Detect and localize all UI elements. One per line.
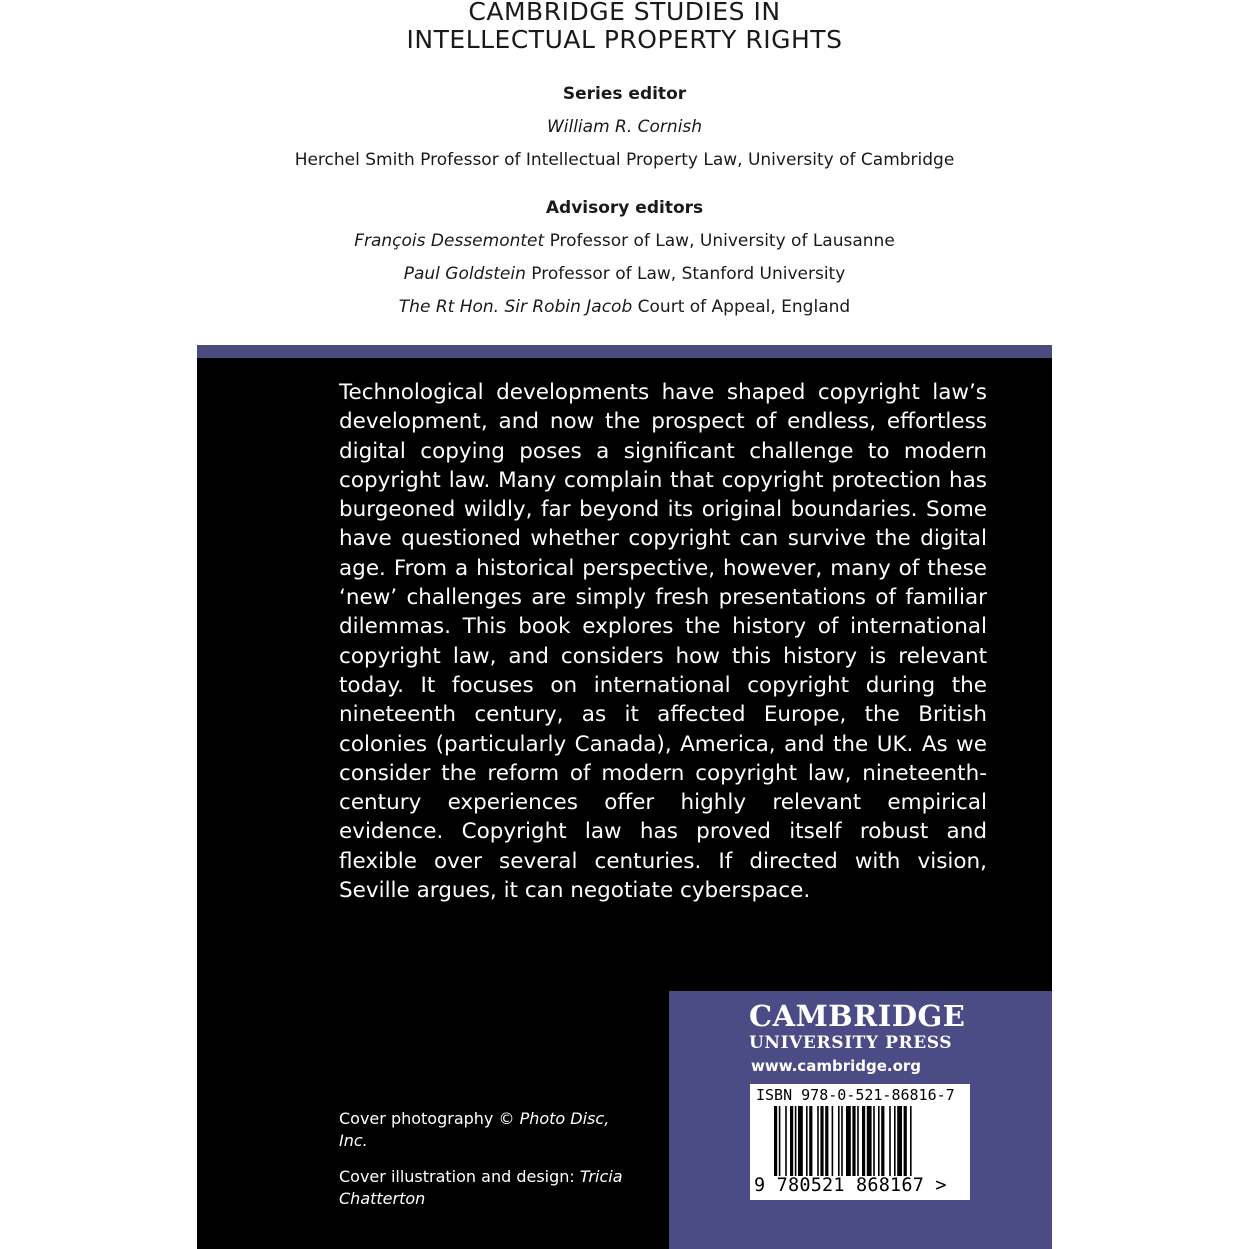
advisory-role: Professor of Law, Stanford University bbox=[525, 264, 846, 284]
barcode-bar bbox=[852, 1106, 855, 1176]
barcode-bar bbox=[897, 1106, 902, 1176]
advisory-name: François Dessemontet bbox=[354, 231, 545, 251]
divider-band bbox=[197, 345, 1052, 358]
barcode-bar bbox=[779, 1106, 781, 1176]
advisory-role: Professor of Law, University of Lausanne bbox=[544, 231, 895, 251]
series-title-line2: INTELLECTUAL PROPERTY RIGHTS bbox=[406, 25, 843, 54]
barcode-bar bbox=[798, 1106, 803, 1176]
isbn-label: ISBN 978-0-521-86816-7 bbox=[756, 1086, 955, 1104]
barcode-bar bbox=[862, 1106, 865, 1176]
barcode-bar bbox=[841, 1106, 843, 1176]
barcode-bar bbox=[795, 1106, 797, 1176]
barcode-bar bbox=[817, 1106, 819, 1176]
barcode-bar bbox=[806, 1106, 808, 1176]
advisory-editor-2 bbox=[197, 258, 1052, 291]
barcode-bar bbox=[881, 1106, 884, 1176]
publisher-sub: UNIVERSITY PRESS bbox=[749, 1033, 953, 1053]
barcode-bar bbox=[894, 1106, 896, 1176]
barcode-bar bbox=[832, 1106, 834, 1176]
design-credit-label: Cover illustration and design: bbox=[339, 1167, 580, 1186]
photo-credit-name: Photo Disc, Inc. bbox=[339, 1109, 610, 1150]
barcode-bar bbox=[910, 1106, 912, 1176]
series-editor-heading: Series editor bbox=[562, 84, 687, 104]
design-credit-name: Tricia Chatterton bbox=[339, 1167, 623, 1208]
series-title-line1: CAMBRIDGE STUDIES IN bbox=[468, 0, 781, 26]
ean-digits: 9 780521 868167 > bbox=[754, 1175, 947, 1196]
barcode-bars bbox=[774, 1106, 954, 1178]
series-editor-name: William R. Cornish bbox=[546, 117, 703, 137]
barcode-bar bbox=[790, 1106, 793, 1176]
advisory-editor-3 bbox=[197, 291, 1052, 324]
barcode bbox=[750, 1084, 970, 1200]
barcode-bar bbox=[867, 1106, 872, 1176]
publisher-url: www.cambridge.org bbox=[751, 1057, 922, 1075]
barcode-bar bbox=[846, 1106, 851, 1176]
series-block bbox=[197, 0, 1052, 324]
barcode-bar bbox=[857, 1106, 859, 1176]
barcode-bar bbox=[809, 1106, 812, 1176]
design-credit bbox=[339, 1166, 639, 1210]
barcode-bar bbox=[878, 1106, 880, 1176]
barcode-bar bbox=[820, 1106, 823, 1176]
blurb-text: Technological developments have shaped copyright law’s development, and now the prospect of endless, effortless digital copying poses a significant challenge to modern copyright law. Many complain that copyright protection has burgeoned wildly, far beyond its original boundaries. Some have questioned whether copyright can survive the digital age. From a historical perspective, however, many of these ‘new’ challenges are simply fresh presentations of familiar dilemmas. This book explores the history of international copyright law, and considers how this history is relevant today. It focuses on international copyright during the nineteenth century, as it affected Europe, the British colonies (particularly Canada), America, and the UK. As we consider the reform of modern copyright law, nineteenth-century experiences offer highly relevant empirical evidence. Copyright law has proved itself robust and flexible over several centuries. If directed with vision, Seville argues, it can negotiate cyberspace. bbox=[339, 380, 987, 904]
barcode-bar bbox=[889, 1106, 891, 1176]
photo-credit bbox=[339, 1108, 639, 1152]
advisory-heading: Advisory editors bbox=[545, 198, 704, 218]
advisory-name: The Rt Hon. Sir Robin Jacob bbox=[398, 297, 633, 317]
barcode-bar bbox=[904, 1106, 907, 1176]
cover-credits bbox=[339, 1108, 639, 1224]
series-editor-role: Herchel Smith Professor of Intellectual Property Law, University of Cambridge bbox=[294, 150, 955, 170]
barcode-bar bbox=[785, 1106, 787, 1176]
advisory-name: Paul Goldstein bbox=[403, 264, 526, 284]
advisory-role: Court of Appeal, England bbox=[632, 297, 851, 317]
barcode-bar bbox=[774, 1106, 777, 1176]
barcode-bar bbox=[838, 1106, 840, 1176]
back-cover-panel bbox=[197, 358, 1052, 1249]
publisher-name: CAMBRIDGE bbox=[749, 999, 966, 1033]
advisory-editor-1 bbox=[197, 225, 1052, 258]
barcode-bar bbox=[873, 1106, 875, 1176]
publisher-box bbox=[669, 991, 1052, 1249]
barcode-bar bbox=[825, 1106, 828, 1176]
photo-credit-label: Cover photography © bbox=[339, 1109, 520, 1128]
